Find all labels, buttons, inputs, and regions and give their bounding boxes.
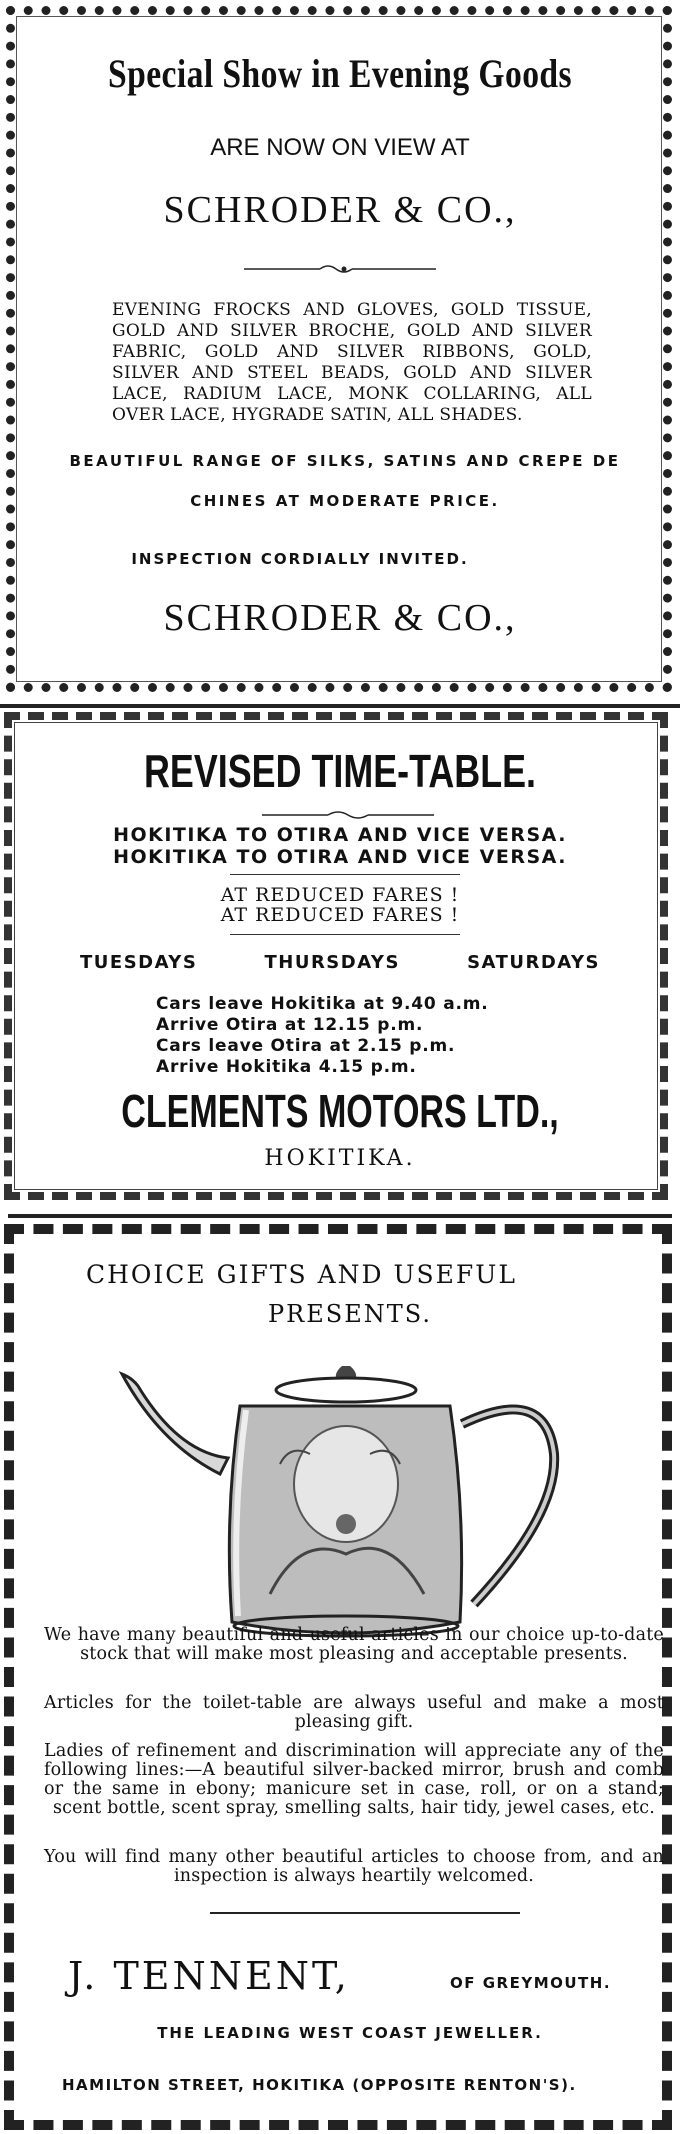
rule [230,934,460,935]
days-row [80,952,600,973]
range-line-2: CHINES AT MODERATE PRICE. [190,492,500,510]
schroder-advert [0,0,700,700]
day-label: TUESDAYS [80,952,198,973]
advert-headline: Special Show in Evening Goods [107,51,573,96]
schedule-line: Arrive Otira at 12.15 p.m. [156,1015,424,1035]
rule [230,874,460,875]
route-line-1: HOKITIKA TO OTIRA AND VICE VERSA. [113,824,567,846]
day-label: SATURDAYS [467,952,600,973]
tagline: THE LEADING WEST COAST JEWELLER. [157,2024,543,2042]
advert-headline: CHOICE GIFTS AND USEFUL [86,1260,517,1289]
firm-name-footer: SCHRODER & CO., [163,597,517,639]
advert-headline-2: PRESENTS. [268,1300,432,1328]
teapot-illustration-icon [110,1354,580,1654]
flourish-divider-icon [240,262,440,276]
separator-rule [0,704,680,708]
address: HAMILTON STREET, HOKITIKA (OPPOSITE RENTON'S). [62,2076,577,2094]
separator-rule [8,1214,672,1218]
day-label: THURSDAYS [264,952,400,973]
flourish-divider-icon [258,808,438,822]
schedule-line: Cars leave Otira at 2.15 p.m. [156,1036,456,1056]
paragraph-1: We have many beautiful and useful articles in our choice up-to-date stock that will make most pleasing and acceptable presents. [44,1625,664,1664]
paragraph-2: Articles for the toilet-table are always useful and make a most pleasing gift. [44,1693,664,1732]
rule [210,1912,520,1914]
schedule [156,994,556,1078]
advert-subhead: ARE NOW ON VIEW AT [210,134,470,161]
jeweller-name: J. TENNENT, [68,1954,350,1998]
fare-line-1: AT REDUCED FARES ! [220,884,460,906]
advert-headline: REVISED TIME-TABLE. [143,745,537,797]
route-line-2: HOKITIKA TO OTIRA AND VICE VERSA. [113,846,567,868]
invitation: INSPECTION CORDIALLY INVITED. [131,550,469,568]
jeweller-town: OF GREYMOUTH. [450,1974,612,1992]
firm-name: CLEMENTS MOTORS LTD., [121,1085,559,1137]
tennent-jeweller-advert [0,1214,700,2134]
paragraph-3: Ladies of refinement and discrimination will appreciate any of the following lines:—A beautiful silver-backed mirror, brush and comb or the same in ebony; manicure set in case, roll, or on a stand; scent bottle, scent spray, smelling salts, hair tidy, jewel cases, etc. [44,1741,664,1818]
clements-motors-advert [0,704,700,1214]
town-name: HOKITIKA. [264,1146,416,1171]
fare-line-2: AT REDUCED FARES ! [220,904,460,926]
goods-list: EVENING FROCKS AND GLOVES, GOLD TISSUE, GOLD AND SILVER BROCHE, GOLD AND SILVER FABRIC, GOLD AND SILVER RIBBONS, GOLD, SILVER AND STEEL BEADS, GOLD AND SILVER LACE, RADIUM LACE, MONK COLLARING, ALL OVER LACE, HYGRADE SATIN, ALL SHADES. [112,300,592,425]
paragraph-4: You will find many other beautiful articles to choose from, and an inspection is always heartily welcomed. [44,1847,664,1886]
schedule-line: Arrive Hokitika 4.15 p.m. [156,1057,417,1077]
schedule-line: Cars leave Hokitika at 9.40 a.m. [156,994,489,1014]
range-line-1: BEAUTIFUL RANGE OF SILKS, SATINS AND CREPE DE [69,452,621,470]
firm-name: SCHRODER & CO., [163,189,517,231]
